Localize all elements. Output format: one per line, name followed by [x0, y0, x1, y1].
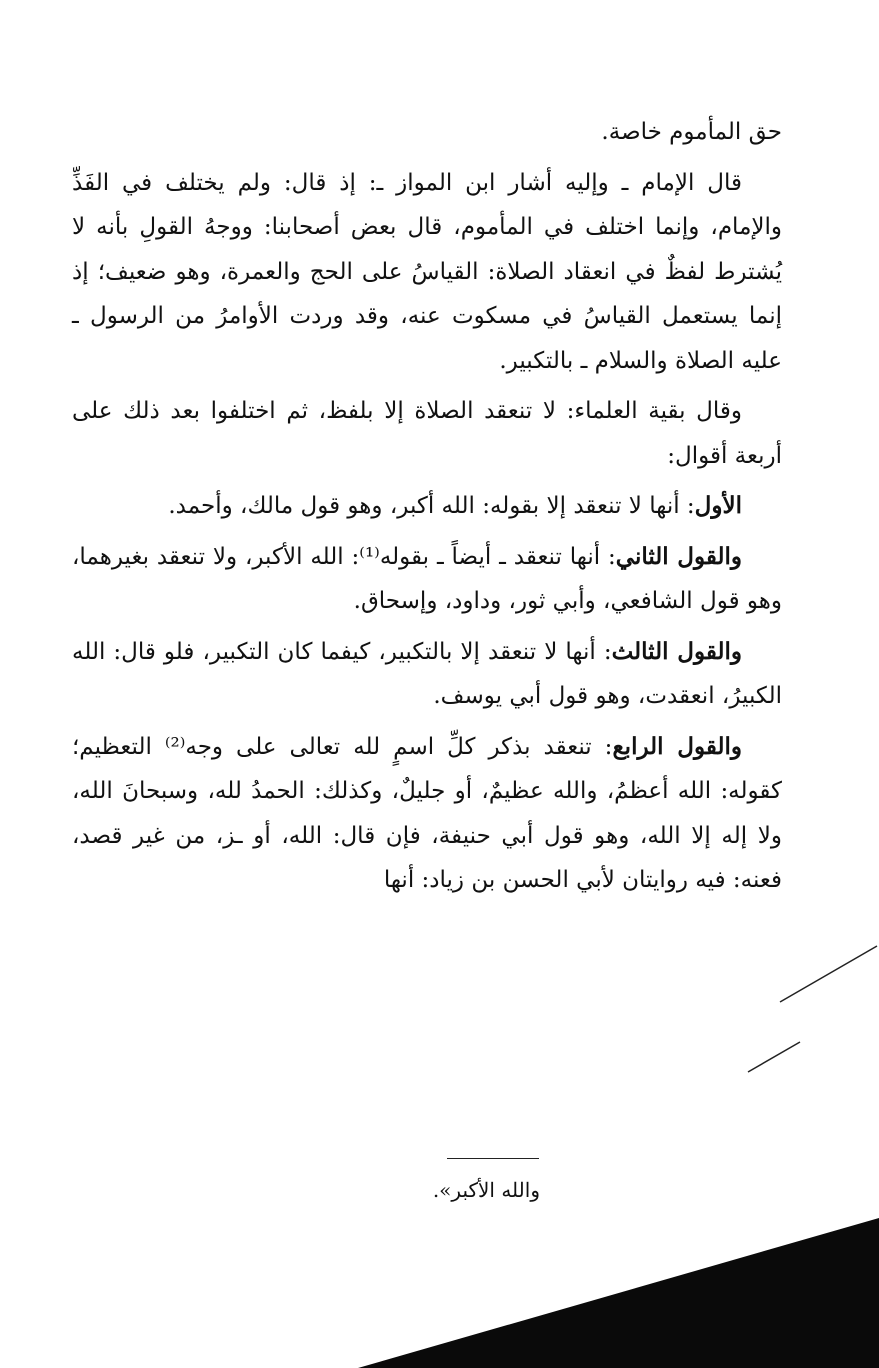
footnote-separator: [447, 1158, 539, 1159]
paragraph-5-term: والقول الثاني: [615, 542, 742, 570]
paragraph-4-term: الأول: [694, 492, 742, 519]
paragraph-3: [72, 389, 782, 478]
paragraph-2-text: قال الإمام ـ وإليه أشار ابن المواز ـ: إذ قال: ولم يختلف في الفَذِّ والإمام، وإنما اختلف في المأموم، قال بعض أصحابنا: ووجهُ القولِ بأنه لا يُشترط لفظٌ في انعقاد الصلاة: القياسُ على الحج والعمرة، وهو ضعيف؛ إذ إنما يستعمل القياسُ في مسكوت عنه، وقد وردت الأوامرُ من الرسول ـ عليه الصلاة والسلام ـ بالتكبير.: [72, 169, 782, 374]
paragraph-1-text: حق المأموم خاصة.: [601, 119, 782, 145]
paragraph-5: [72, 535, 782, 624]
paragraph-4: [72, 484, 782, 529]
paragraph-6: [72, 630, 782, 719]
paragraph-2: [72, 161, 782, 384]
paragraph-1: [72, 110, 782, 155]
paragraph-4-text: : أنها لا تنعقد إلا بقوله: الله أكبر، وهو قول مالك، وأحمد.: [168, 493, 695, 519]
main-text: [72, 110, 782, 909]
paragraph-6-text: : أنها لا تنعقد إلا بالتكبير، كيفما كان التكبير، فلو قال: الله الكبيرُ، انعقدت، وهو قول أبي يوسف.: [72, 638, 782, 709]
scan-edge-mark-lower: [748, 1042, 800, 1072]
paragraph-7: [72, 725, 782, 903]
scan-edge-mark: [780, 946, 877, 1002]
paragraph-7-text: : تنعقد بذكر كلِّ اسمٍ لله تعالى على وجه⁽²⁾ التعظيم؛ كقوله: الله أعظمُ، والله عظيمٌ، أو جليلٌ، وكذلك: الحمدُ لله، وسبحانَ الله، ولا إله إلا الله، وهو قول أبي حنيفة، فإن قال: الله، أو ـز، من غير قصد، فعنه: فيه روايتان لأبي الحسن بن زياد: أنها: [72, 733, 782, 893]
paragraph-6-term: والقول الثالث: [611, 637, 742, 665]
paragraph-3-text: وقال بقية العلماء: لا تنعقد الصلاة إلا بلفظ، ثم اختلفوا بعد ذلك على أربعة أقوال:: [72, 398, 782, 469]
scan-shadow-wedge: [358, 1218, 879, 1368]
footnote: والله الأكبر».: [432, 1178, 540, 1202]
paragraph-5-text: : أنها تنعقد ـ أيضاً ـ بقوله⁽¹⁾: الله الأكبر، ولا تنعقد بغيرهما، وهو قول الشافعي، وأبي ثور، وداود، وإسحاق.: [72, 543, 782, 614]
paragraph-7-term: والقول الرابع: [612, 732, 742, 760]
